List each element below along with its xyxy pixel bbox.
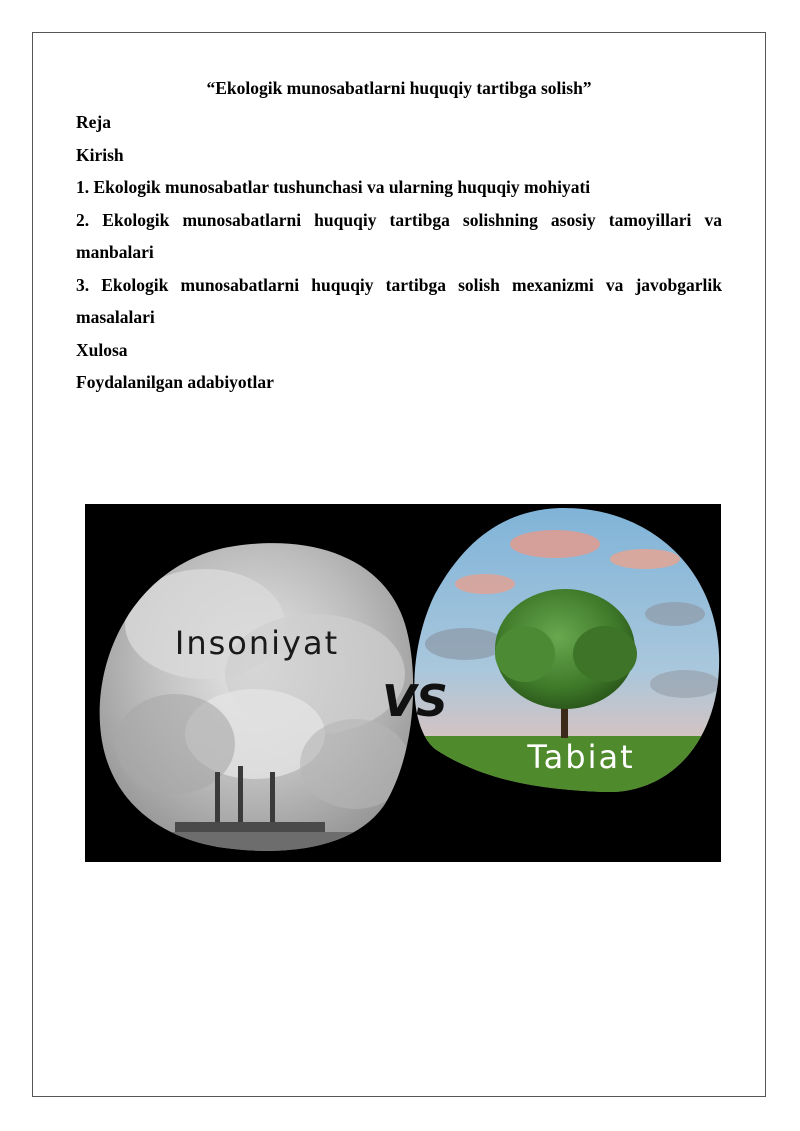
outline-item-1: 1. Ekologik munosabatlar tushunchasi va ularning huquqiy mohiyati xyxy=(76,177,591,197)
outline-heading: Reja xyxy=(76,112,111,132)
document-body xyxy=(76,74,722,399)
figure-right-label: Tabiat xyxy=(527,738,635,776)
outline-item-intro: Kirish xyxy=(76,144,124,165)
figure-middle-label: VS xyxy=(382,676,448,727)
illustration-image xyxy=(85,504,721,862)
outline-item-2: 2. Ekologik munosabatlarni huquqiy tartibga solishning asosiy tamoyillari va manbalari xyxy=(76,209,722,262)
document-title: “Ekologik munosabatlarni huquqiy tartibga solish” xyxy=(206,78,592,98)
outline-item-3: 3. Ekologik munosabatlarni huquqiy tartibga solish mexanizmi va javobgarlik masalalari xyxy=(76,274,722,327)
smoke-bubble xyxy=(85,504,425,862)
figure-left-label: Insoniyat xyxy=(174,624,340,662)
outline-item-conclusion: Xulosa xyxy=(76,339,128,360)
outline-item-references: Foydalanilgan adabiyotlar xyxy=(76,372,274,392)
